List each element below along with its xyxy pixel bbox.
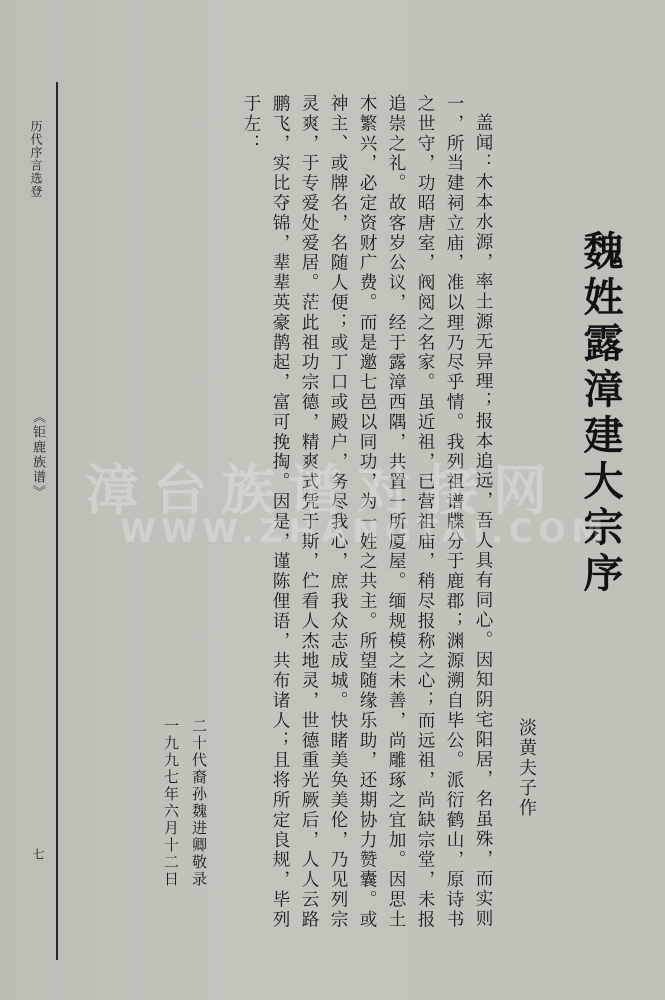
body-paragraph: 盖闻：木本水源，率土源无异理；报本追远，吾人具有同心。因知阴宅阳居，名虽殊，而实则一，所当建祠立庙，准以理乃尽乎情。我列祖谱牒分于鹿郡；渊源溯自毕公。派衍鹤山，原诗书之世守，功昭唐室，阀阅之名家。虽近祖，已营祖庙，稍尽报称之心；而远祖，尚缺宗堂，未报追崇之礼。故客岁公议，经于露漳西隅，共置一所厦屋。缅规模之未善，尚雕琢之宜加。因思土木繁兴，必定资财广费。而是邀七邑以同功，为一姓之共主。所望随缘乐助，还期协力赞囊。或神主、或牌名，名随人便；或丁口或殿户，务尽我心，庶我众志成城。快睹美奂美伦，乃见列宗灵爽，于专爱处爱居。茫此祖功宗德，精爽式凭于斯，伫看人杰地灵，世德重光厥后，人人云路鹏飞，实比夺锦，辈辈英豪鹊起，富可挽掏。因是，谨陈俚语，共布诸人；且将所定良规，毕列于左： <box>241 94 493 930</box>
signature-date: 一九九七年六月十二日 <box>162 718 180 888</box>
book-title: 《钜鹿族谱》 <box>30 410 45 500</box>
page-number: 七 <box>31 848 45 860</box>
watermark-url: WWW.ZHANGTAI.COM <box>120 512 610 550</box>
margin-rule <box>56 82 58 960</box>
watermark-text: 漳台族谱对接网 <box>85 459 561 522</box>
author-line: 淡黄夫子作 <box>516 718 537 818</box>
signature-block <box>157 718 213 888</box>
running-head: 历代序言选登 <box>29 120 43 198</box>
preface-title: 魏姓露漳建大宗序 <box>577 230 624 598</box>
signature-name: 二十代裔孙魏进卿敬录 <box>190 718 208 888</box>
